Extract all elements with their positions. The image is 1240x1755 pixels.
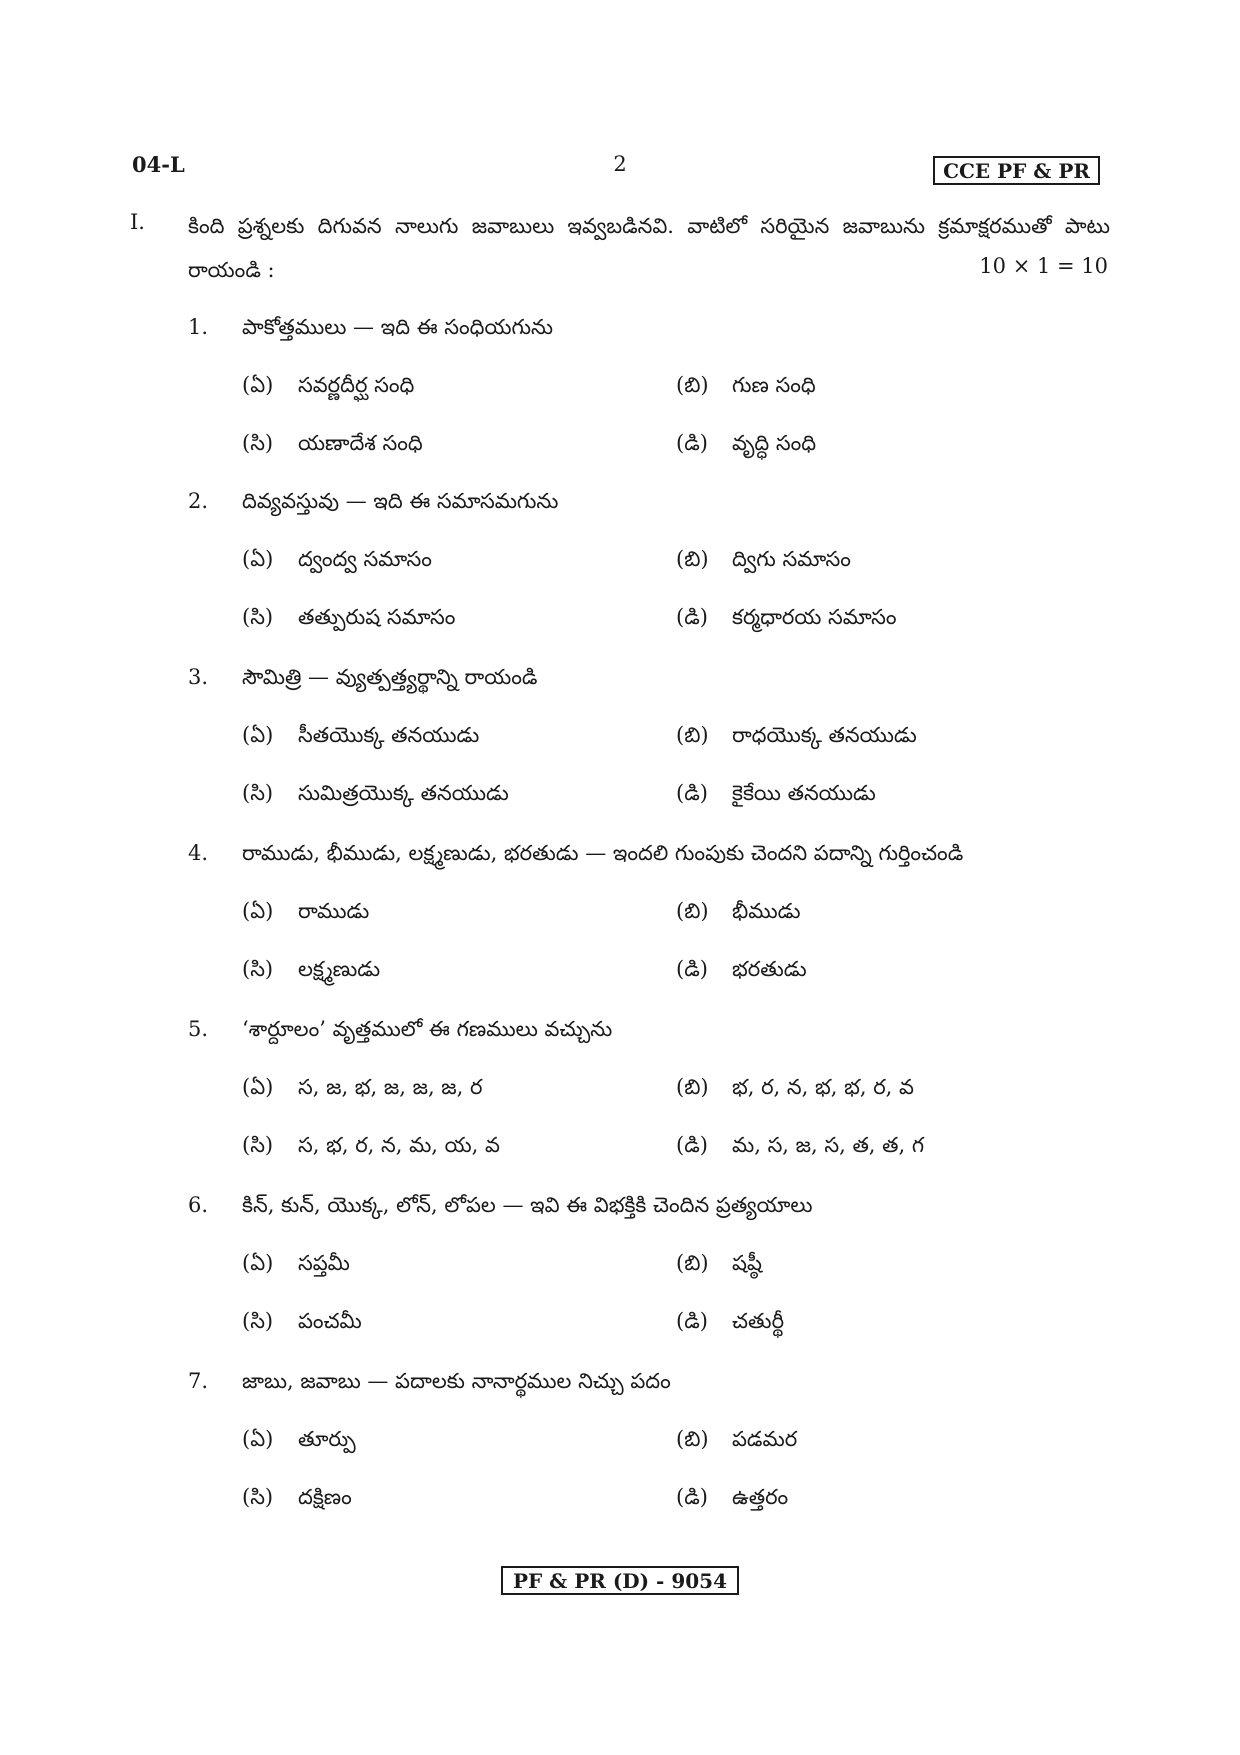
option-text: స, జ, భ, జ, జ, జ, ర	[298, 1075, 483, 1099]
option-text: రాముడు	[298, 899, 370, 923]
option-label: (సి)	[242, 431, 274, 455]
option-a	[242, 1248, 350, 1278]
option-c	[242, 1482, 352, 1512]
question-text: కిన్, కున్, యొక్క, లోన్, లోపల — ఇవి ఈ విభక్తికి చెందిన ప్రత్యయాలు	[242, 1193, 813, 1217]
question-stem	[188, 662, 537, 692]
question-stem	[188, 486, 558, 516]
option-label: (సి)	[242, 1309, 274, 1333]
option-text: సుమిత్రయొక్క తనయుడు	[298, 781, 509, 805]
option-text: తత్పురుష సమాసం	[298, 605, 456, 629]
option-label: (బి)	[676, 1075, 709, 1099]
option-text: ఉత్తరం	[732, 1485, 789, 1509]
question-text: దివ్యవస్తువు — ఇది ఈ సమాసమగును	[242, 489, 559, 513]
question-number: 5.	[188, 1017, 209, 1041]
option-d	[676, 778, 876, 808]
option-c	[242, 428, 423, 458]
option-text: లక్ష్మణుడు	[298, 957, 381, 981]
option-text: మ, స, జ, స, త, త, గ	[732, 1133, 925, 1157]
option-label: (డి)	[676, 781, 708, 805]
option-d	[676, 602, 897, 632]
series-box: CCE PF & PR	[933, 156, 1100, 185]
option-label: (డి)	[676, 1485, 708, 1509]
option-d	[676, 954, 807, 984]
option-c	[242, 1306, 362, 1336]
option-text: గుణ సంధి	[732, 373, 816, 397]
option-text: యణాదేశ సంధి	[298, 431, 423, 455]
option-b	[676, 1072, 914, 1102]
option-text: కైకేయి తనయుడు	[732, 781, 876, 805]
option-label: (డి)	[676, 957, 708, 981]
option-text: కర్మధారయ సమాసం	[732, 605, 897, 629]
question-number: 6.	[188, 1193, 209, 1217]
option-a	[242, 370, 414, 400]
option-text: సప్తమీ	[298, 1251, 350, 1275]
option-label: (డి)	[676, 605, 708, 629]
question-text: పాకోత్తములు — ఇది ఈ సంధియగును	[242, 315, 553, 339]
question-number: 4.	[188, 841, 209, 865]
question-stem	[188, 838, 963, 868]
option-text: వృద్ధి సంధి	[732, 431, 817, 455]
question-stem	[188, 1014, 612, 1044]
section-instruction: కింది ప్రశ్నలకు దిగువన నాలుగు జవాబులు ఇవ్వబడినవి. వాటిలో సరియైన జవాబును క్రమాక్షరముతో పాటు రాయండి :	[188, 214, 1110, 282]
option-label: (ఏ)	[242, 1427, 274, 1451]
option-text: షష్ఠీ	[732, 1251, 762, 1275]
option-b	[676, 370, 816, 400]
option-b	[676, 1424, 797, 1454]
option-b	[676, 1248, 762, 1278]
option-a	[242, 1072, 482, 1102]
option-b	[676, 896, 800, 926]
option-label: (సి)	[242, 1485, 274, 1509]
option-label: (డి)	[676, 1309, 708, 1333]
page-number: 2	[613, 152, 627, 176]
question-stem	[188, 1366, 671, 1396]
option-label: (డి)	[676, 431, 708, 455]
option-label: (బి)	[676, 1427, 709, 1451]
paper-code: 04-L	[132, 152, 185, 177]
option-c	[242, 1130, 500, 1160]
footer-code-box: PF & PR (D) - 9054	[501, 1566, 739, 1595]
option-label: (ఏ)	[242, 1251, 274, 1275]
option-text: రాధయొక్క తనయుడు	[732, 723, 917, 747]
option-label: (బి)	[676, 723, 709, 747]
option-label: (ఏ)	[242, 373, 274, 397]
option-label: (బి)	[676, 1251, 709, 1275]
option-d	[676, 1306, 784, 1336]
option-label: (ఏ)	[242, 723, 274, 747]
option-text: భీముడు	[732, 899, 801, 923]
option-text: స, భ, ర, న, మ, య, వ	[298, 1133, 500, 1157]
option-d	[676, 1130, 924, 1160]
question-number: 1.	[188, 315, 209, 339]
option-label: (సి)	[242, 781, 274, 805]
option-text: తూర్పు	[298, 1427, 356, 1451]
option-d	[676, 1482, 788, 1512]
option-text: సీతయొక్క తనయుడు	[298, 723, 480, 747]
footer	[0, 1566, 1240, 1595]
option-label: (ఏ)	[242, 1075, 274, 1099]
option-b	[676, 720, 917, 750]
option-text: ద్విగు సమాసం	[732, 547, 851, 571]
option-text: చతుర్థీ	[732, 1309, 785, 1333]
option-label: (డి)	[676, 1133, 708, 1157]
section-marks: 10 × 1 = 10	[979, 254, 1108, 278]
question-number: 7.	[188, 1369, 209, 1393]
option-label: (బి)	[676, 899, 709, 923]
option-a	[242, 544, 432, 574]
option-text: పడమర	[732, 1427, 798, 1451]
option-label: (సి)	[242, 957, 274, 981]
option-c	[242, 778, 509, 808]
option-a	[242, 1424, 356, 1454]
option-text: సవర్ణదీర్ఘ సంధి	[298, 373, 415, 397]
option-a	[242, 896, 369, 926]
option-label: (బి)	[676, 547, 709, 571]
option-c	[242, 954, 380, 984]
question-stem	[188, 1190, 813, 1220]
section-number: I.	[130, 210, 145, 234]
question-text: సౌమిత్రి — వ్యుత్పత్త్యర్థాన్ని రాయండి	[242, 665, 538, 689]
option-label: (ఏ)	[242, 899, 274, 923]
question-number: 2.	[188, 489, 209, 513]
option-b	[676, 544, 851, 574]
option-label: (సి)	[242, 605, 274, 629]
option-text: దక్షిణం	[298, 1485, 352, 1509]
option-text: భరతుడు	[732, 957, 807, 981]
option-text: పంచమీ	[298, 1309, 362, 1333]
question-text: రాముడు, భీముడు, లక్ష్మణుడు, భరతుడు — ఇందలి గుంపుకు చెందని పదాన్ని గుర్తించండి	[242, 841, 964, 865]
option-d	[676, 428, 816, 458]
option-text: భ, ర, న, భ, భ, ర, వ	[732, 1075, 914, 1099]
question-text: ‘శార్దూలం’ వృత్తములో ఈ గణములు వచ్చును	[242, 1017, 613, 1041]
question-number: 3.	[188, 665, 209, 689]
question-text: జాబు, జవాబు — పదాలకు నానార్థముల నిచ్చు పదం	[242, 1369, 671, 1393]
option-label: (సి)	[242, 1133, 274, 1157]
option-c	[242, 602, 455, 632]
question-stem	[188, 312, 553, 342]
option-text: ద్వంద్వ సమాసం	[298, 547, 432, 571]
option-a	[242, 720, 479, 750]
option-label: (బి)	[676, 373, 709, 397]
option-label: (ఏ)	[242, 547, 274, 571]
